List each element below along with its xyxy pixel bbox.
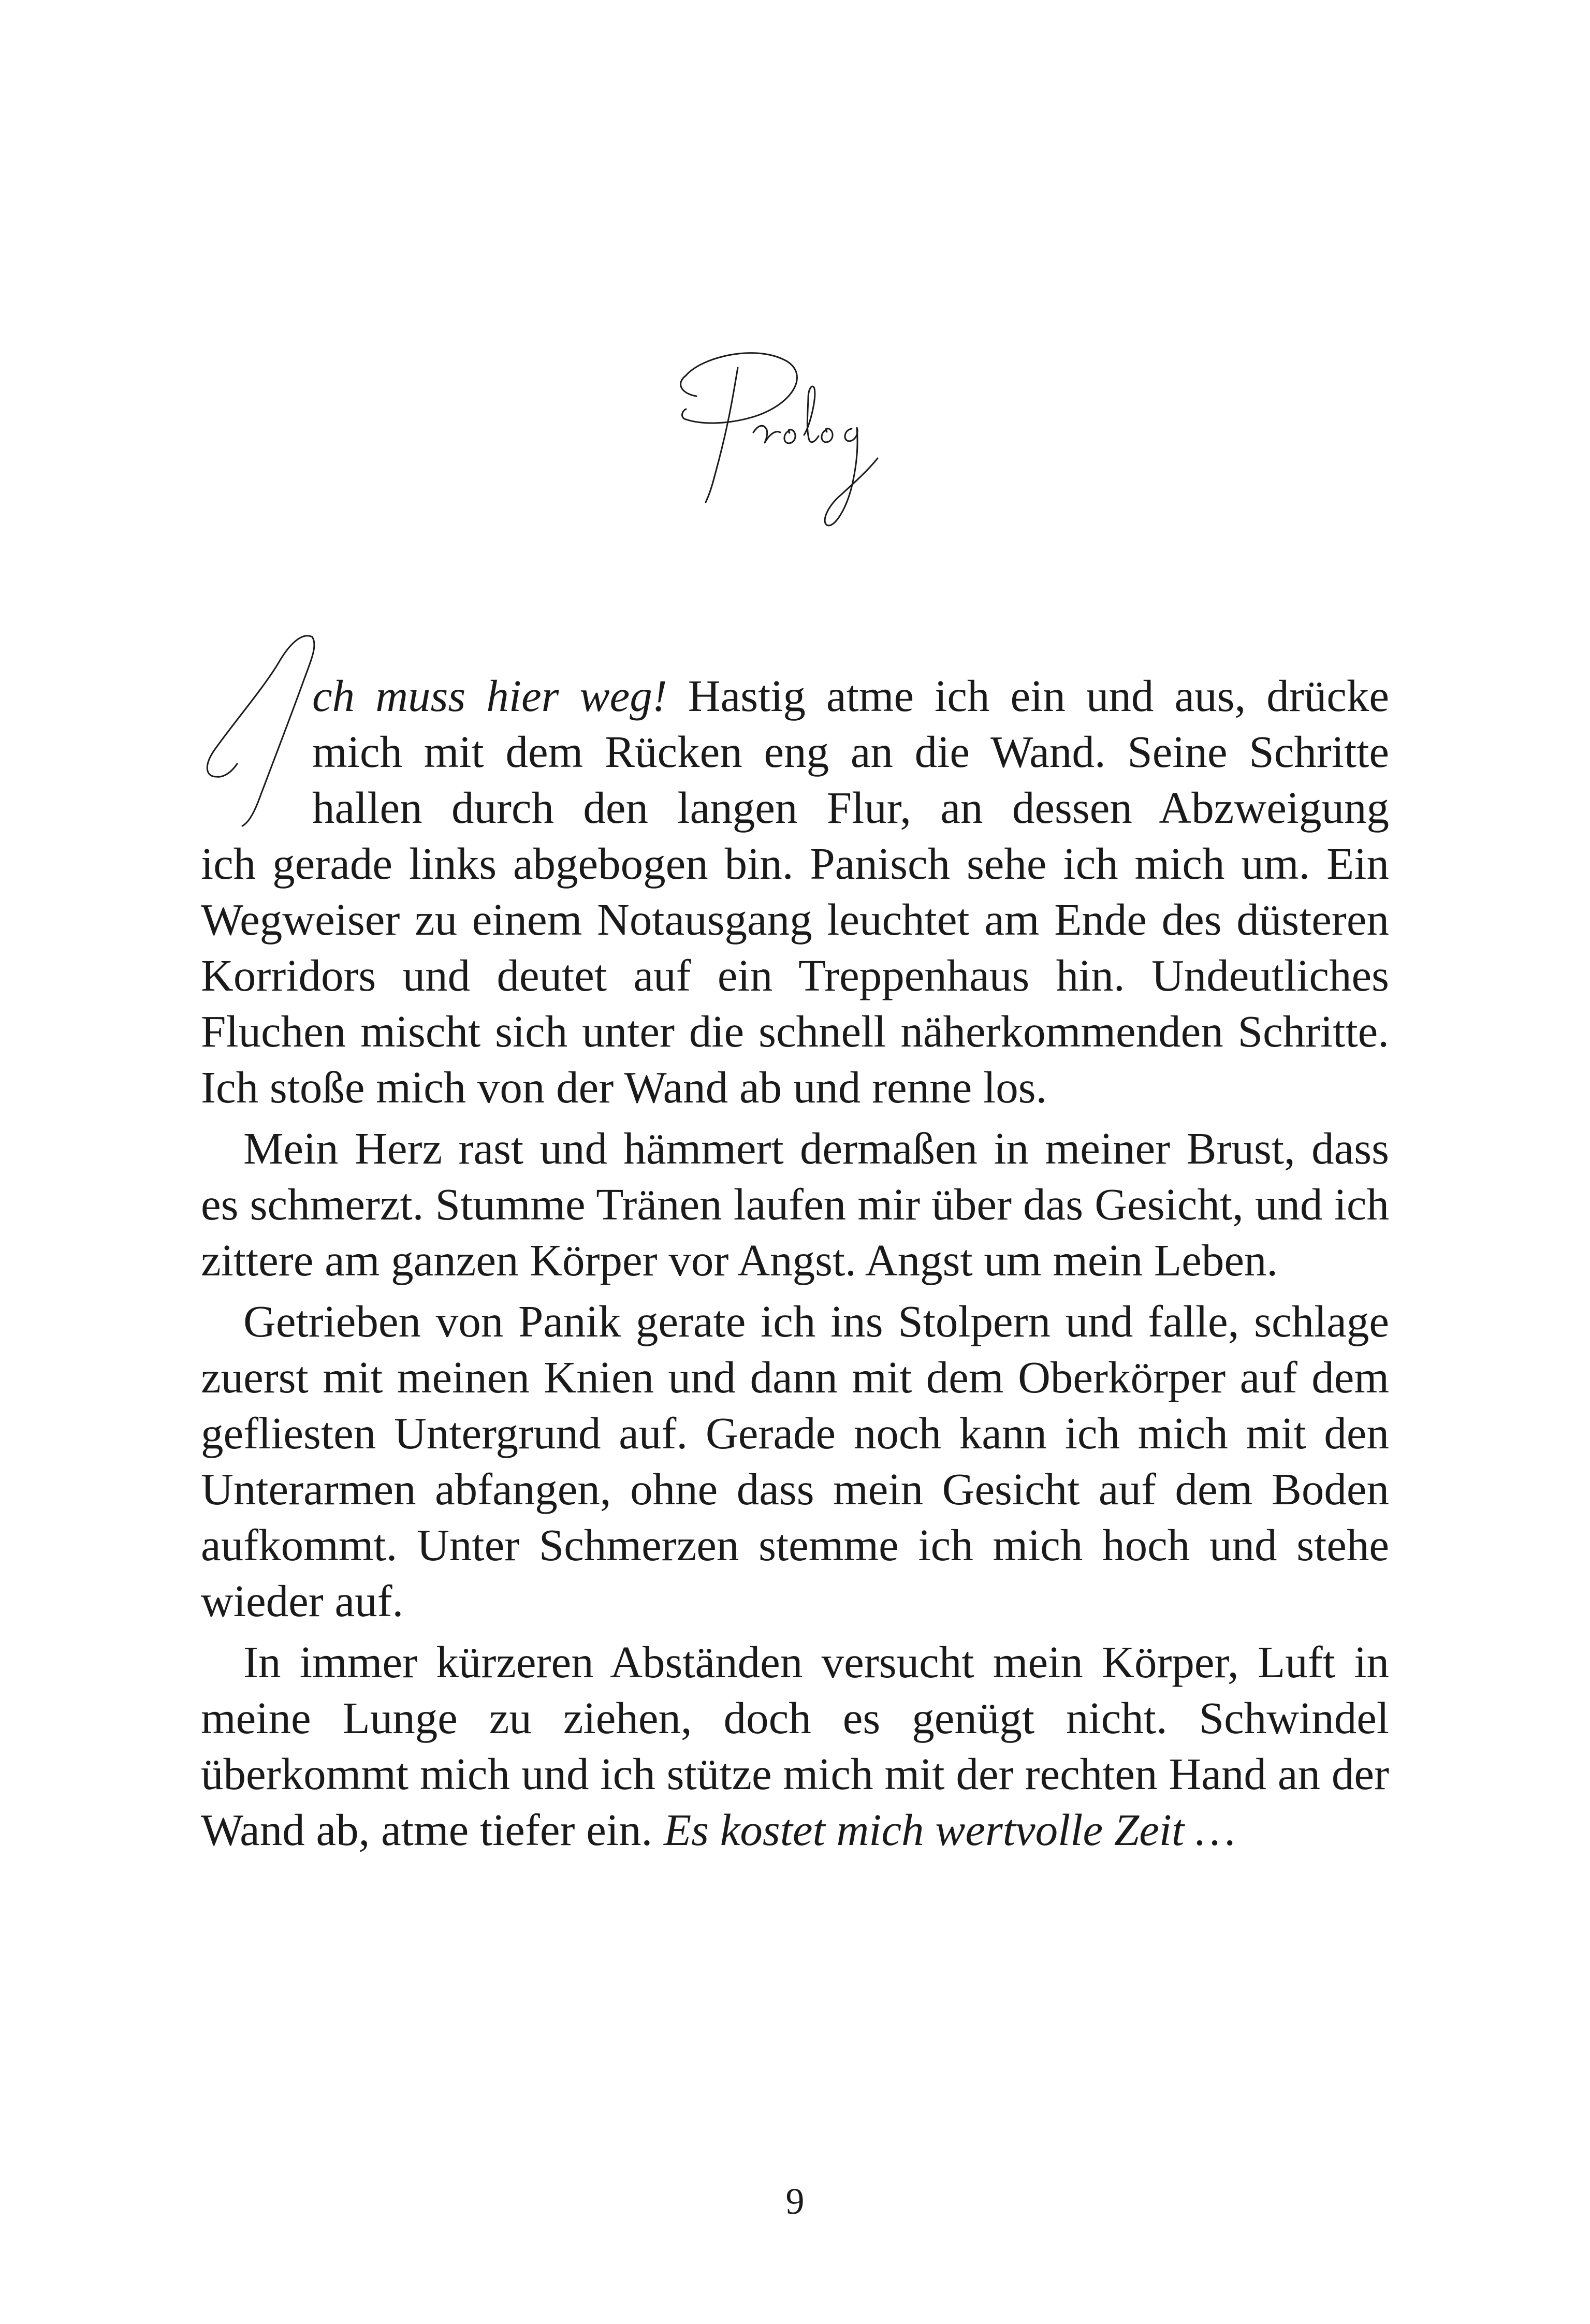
paragraph-1-rest: ich gerade links abgebogen bin. Panisch sehe ich mich um. Ein Wegweiser zu einem Notausgang leuchtet am Ende des düsteren Korridors und deutet auf ein Treppenhaus hin. Undeutliches Fluchen mischt sich unter die schnell näherkommenden Schritte. Ich stoße mich von der Wand ab und renne los.	[201, 838, 1389, 1112]
paragraph-2: Mein Herz rast und hämmert dermaßen in meiner Brust, dass es schmerzt. Stumme Tränen laufen mir über das Gesicht, und ich zittere am ganzen Körper vor Angst. Angst um mein Leben.	[201, 1123, 1389, 1285]
paragraph-4-text: In immer kürzeren Abständen versucht mein Körper, Luft in meine Lunge zu ziehen, doch es genügt nicht. Schwindel überkommt mich und ich stütze mich mit der rechten Hand an der Wand ab, atme tiefer ein.	[201, 1637, 1389, 1855]
page-number: 9	[785, 2181, 805, 2222]
chapter-title-script	[665, 347, 924, 564]
closing-italic-phrase: Es kostet mich wertvolle Zeit …	[664, 1805, 1236, 1855]
paragraph-4	[201, 1634, 1389, 1858]
paragraph-1-line-2: mich mit dem Rücken eng an die Wand. Seine Schritte	[312, 727, 1389, 777]
paragraph-3: Getrieben von Panik gerate ich ins Stolpern und falle, schlage zuerst mit meinen Knien und dann mit dem Oberkörper auf dem gefliesten Untergrund auf. Gerade noch kann ich mich mit den Unterarmen abfangen, ohne dass mein Gesicht auf dem Boden aufkommt. Unter Schmerzen stemme ich mich hoch und stehe wieder auf.	[201, 1296, 1389, 1626]
paragraph-1-line-1	[201, 668, 1389, 724]
opening-italic-phrase: ch muss hier weg!	[312, 671, 667, 721]
chapter-title	[665, 347, 924, 564]
body-text	[201, 668, 1389, 1858]
paragraph-1-line-1-rest: Hastig atme ich ein und aus, drücke	[667, 671, 1389, 721]
paragraph-1	[201, 668, 1389, 1115]
paragraph-1-line-3: hallen durch den langen Flur, an dessen Abzweigung	[312, 782, 1389, 833]
